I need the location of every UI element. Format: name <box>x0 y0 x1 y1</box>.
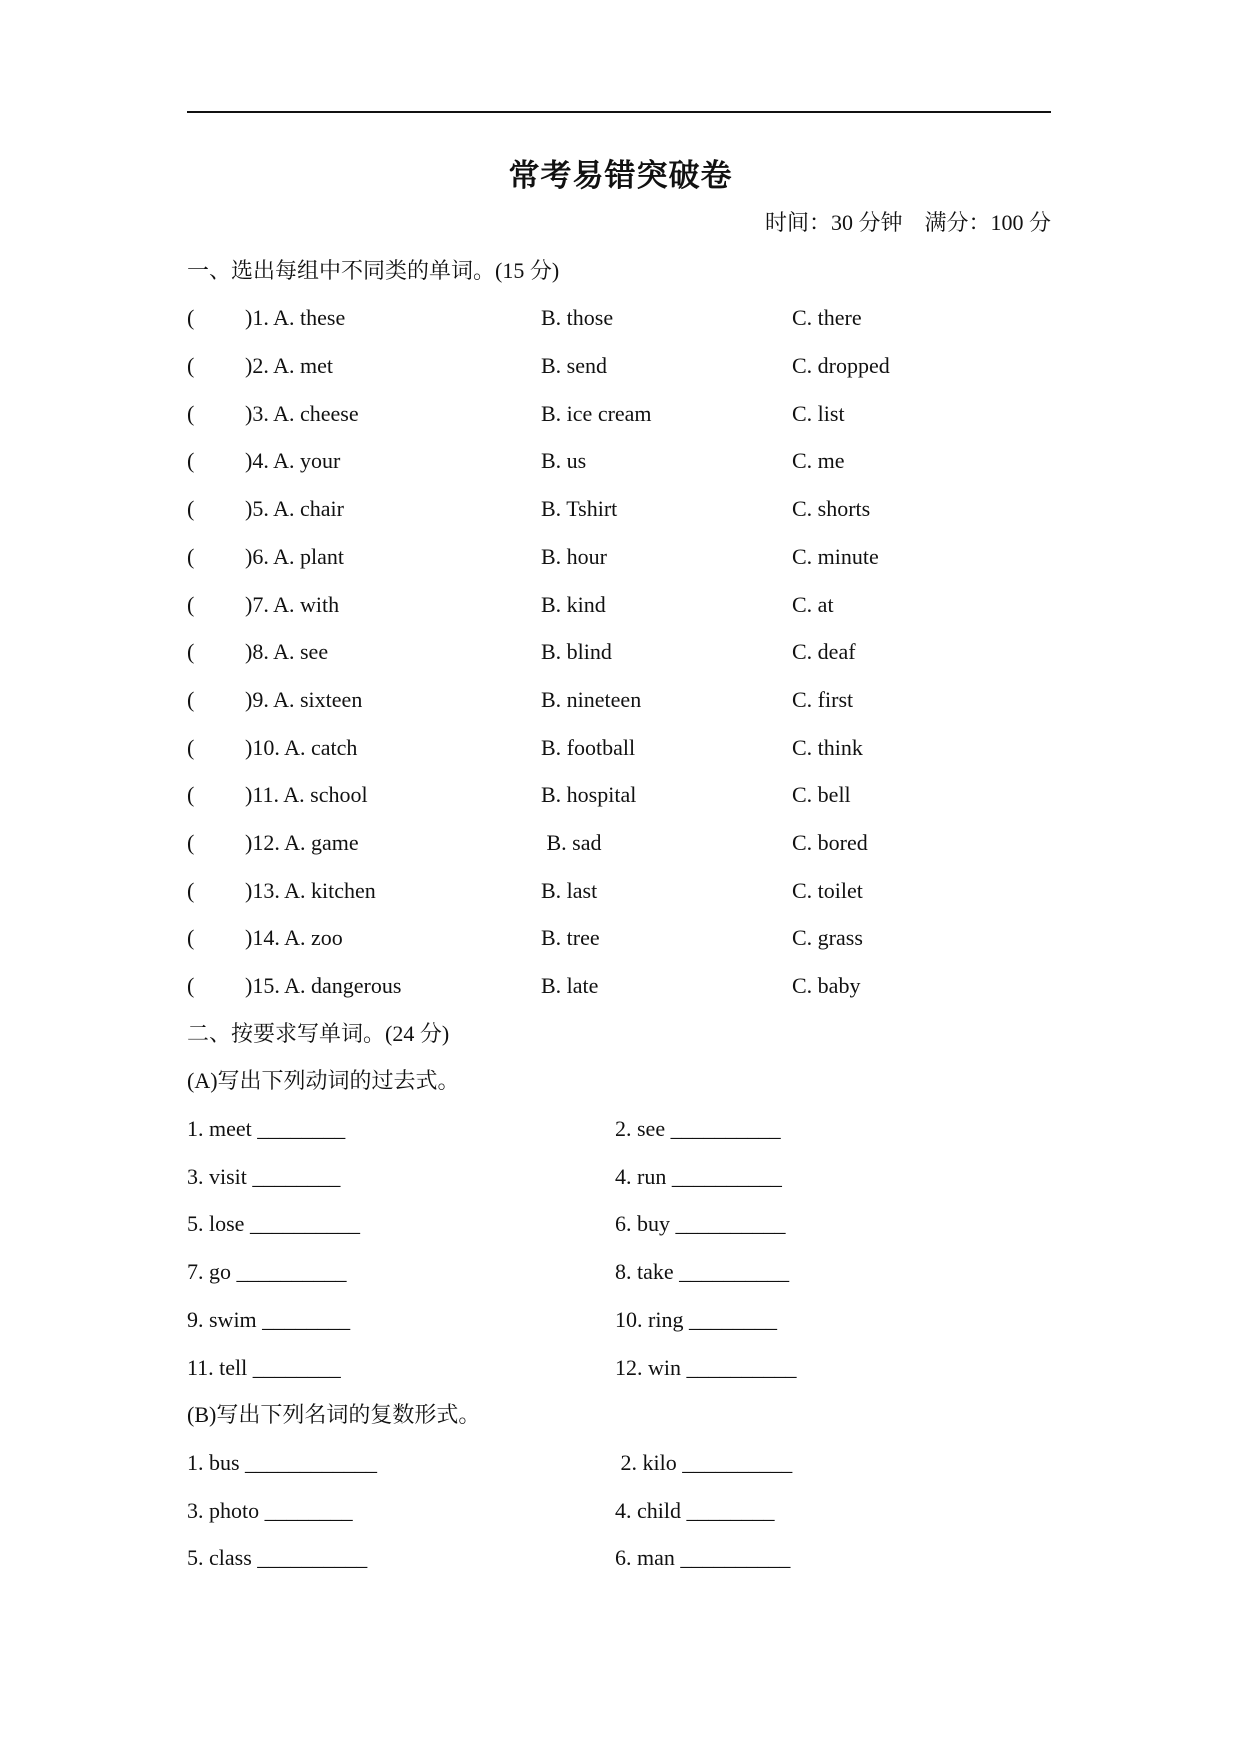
option-b: B. nineteen <box>541 686 642 712</box>
answer-blank-paren[interactable]: ( <box>187 448 195 474</box>
question-row <box>187 485 1051 533</box>
option-b: B. tree <box>541 925 600 951</box>
answer-blank-paren[interactable]: ( <box>187 496 195 522</box>
option-b: B. late <box>541 973 599 998</box>
option-b: B. football <box>541 734 636 760</box>
option-b: B. us <box>541 448 587 474</box>
option-c: C. bored <box>792 829 868 855</box>
option-a: )7. A. with <box>245 591 340 617</box>
option-a: )10. A. catch <box>245 734 358 760</box>
option-c: C. dropped <box>792 353 890 379</box>
option-c: C. baby <box>792 973 861 998</box>
option-c: C. me <box>792 448 845 474</box>
answer-blank-paren[interactable]: ( <box>187 400 195 426</box>
option-c: C. think <box>792 734 863 760</box>
fill-row <box>187 1105 1051 1153</box>
answer-blank-paren[interactable]: ( <box>187 925 195 951</box>
option-c: C. first <box>792 686 854 712</box>
fill-row <box>187 1487 1051 1535</box>
option-a: )11. A. school <box>245 782 368 808</box>
fill-row <box>187 1296 1051 1344</box>
answer-blank-paren[interactable]: ( <box>187 877 195 903</box>
fill-item[interactable]: 3. photo ________ <box>187 1497 353 1523</box>
option-a: )1. A. these <box>245 305 346 331</box>
option-b: B. last <box>541 877 598 903</box>
fill-item[interactable]: 3. visit ________ <box>187 1163 341 1189</box>
question-row <box>187 581 1051 629</box>
fill-item[interactable]: 8. take __________ <box>615 1259 790 1285</box>
fill-item[interactable]: 1. bus ____________ <box>187 1449 378 1475</box>
section1-heading: 一、选出每组中不同类的单词。(15 分) <box>187 257 560 283</box>
fill-item[interactable]: 1. meet ________ <box>187 1116 346 1142</box>
option-c: C. grass <box>792 925 863 951</box>
answer-blank-paren[interactable]: ( <box>187 353 195 379</box>
exam-meta: 时间：30 分钟 满分：100 分 <box>764 210 1051 235</box>
fill-item[interactable]: 4. child ________ <box>615 1497 775 1523</box>
answer-blank-paren[interactable]: ( <box>187 591 195 617</box>
question-row <box>187 294 1051 342</box>
fill-item[interactable]: 5. lose __________ <box>187 1211 360 1237</box>
option-a: )6. A. plant <box>245 543 344 569</box>
fill-row <box>187 1153 1051 1201</box>
exam-content <box>187 199 1051 1582</box>
partA-heading: (A)写出下列动词的过去式。 <box>187 1068 460 1094</box>
option-b: B. kind <box>541 591 606 617</box>
answer-blank-paren[interactable]: ( <box>187 782 195 808</box>
question-row <box>187 628 1051 676</box>
fill-item[interactable]: 7. go __________ <box>187 1259 347 1285</box>
fill-row <box>187 1534 1051 1582</box>
option-c: C. deaf <box>792 639 856 665</box>
question-row <box>187 437 1051 485</box>
option-a: )13. A. kitchen <box>245 877 376 903</box>
option-a: )5. A. chair <box>245 496 344 522</box>
partA-items <box>187 1105 1051 1391</box>
option-c: C. toilet <box>792 877 863 903</box>
option-c: C. list <box>792 400 845 426</box>
option-c: C. at <box>792 591 834 617</box>
question-row <box>187 724 1051 772</box>
option-a: )8. A. see <box>245 639 329 665</box>
question-row <box>187 819 1051 867</box>
answer-blank-paren[interactable]: ( <box>187 686 195 712</box>
fill-item[interactable]: 2. kilo __________ <box>615 1449 793 1475</box>
option-c: C. shorts <box>792 496 871 522</box>
option-b: B. Tshirt <box>541 496 618 522</box>
answer-blank-paren[interactable]: ( <box>187 973 195 998</box>
option-c: C. bell <box>792 782 851 808</box>
fill-item[interactable]: 5. class __________ <box>187 1545 368 1571</box>
partB-items <box>187 1439 1051 1582</box>
option-b: B. ice cream <box>541 400 652 426</box>
answer-blank-paren[interactable]: ( <box>187 829 195 855</box>
answer-blank-paren[interactable]: ( <box>187 734 195 760</box>
option-b: B. those <box>541 305 614 331</box>
option-c: C. minute <box>792 543 879 569</box>
fill-item[interactable]: 11. tell ________ <box>187 1354 341 1380</box>
option-a: )3. A. cheese <box>245 400 359 426</box>
question-row <box>187 676 1051 724</box>
question-row <box>187 533 1051 581</box>
option-b: B. send <box>541 353 607 379</box>
question-row <box>187 342 1051 390</box>
option-a: )14. A. zoo <box>245 925 343 951</box>
fill-row <box>187 1200 1051 1248</box>
question-row <box>187 867 1051 915</box>
option-a: )2. A. met <box>245 353 333 379</box>
fill-item[interactable]: 9. swim ________ <box>187 1306 351 1332</box>
header-rule <box>187 111 1051 113</box>
fill-item[interactable]: 4. run __________ <box>615 1163 782 1189</box>
option-b: B. sad <box>541 829 602 855</box>
fill-row <box>187 1344 1051 1392</box>
question-row <box>187 771 1051 819</box>
fill-item[interactable]: 10. ring ________ <box>615 1306 777 1332</box>
answer-blank-paren[interactable]: ( <box>187 305 195 331</box>
answer-blank-paren[interactable]: ( <box>187 543 195 569</box>
option-a: )4. A. your <box>245 448 341 474</box>
option-b: B. hospital <box>541 782 637 808</box>
option-a: )15. A. dangerous <box>245 973 402 998</box>
fill-row <box>187 1439 1051 1487</box>
answer-blank-paren[interactable]: ( <box>187 639 195 665</box>
fill-item[interactable]: 2. see __________ <box>615 1116 781 1142</box>
question-row <box>187 914 1051 962</box>
question-row <box>187 962 1051 1010</box>
fill-item[interactable]: 12. win __________ <box>615 1354 797 1380</box>
option-c: C. there <box>792 305 862 331</box>
option-b: B. blind <box>541 639 612 665</box>
section1-items <box>187 294 1051 1009</box>
fill-item[interactable]: 6. buy __________ <box>615 1211 786 1237</box>
fill-row <box>187 1248 1051 1296</box>
option-b: B. hour <box>541 543 607 569</box>
section2-heading: 二、按要求写单词。(24 分) <box>187 1020 450 1046</box>
fill-item[interactable]: 6. man __________ <box>615 1545 791 1571</box>
partB-heading: (B)写出下列名词的复数形式。 <box>187 1402 481 1428</box>
question-row <box>187 390 1051 438</box>
option-a: )12. A. game <box>245 829 359 855</box>
page-title: 常考易错突破卷 <box>508 158 733 193</box>
option-a: )9. A. sixteen <box>245 686 363 712</box>
